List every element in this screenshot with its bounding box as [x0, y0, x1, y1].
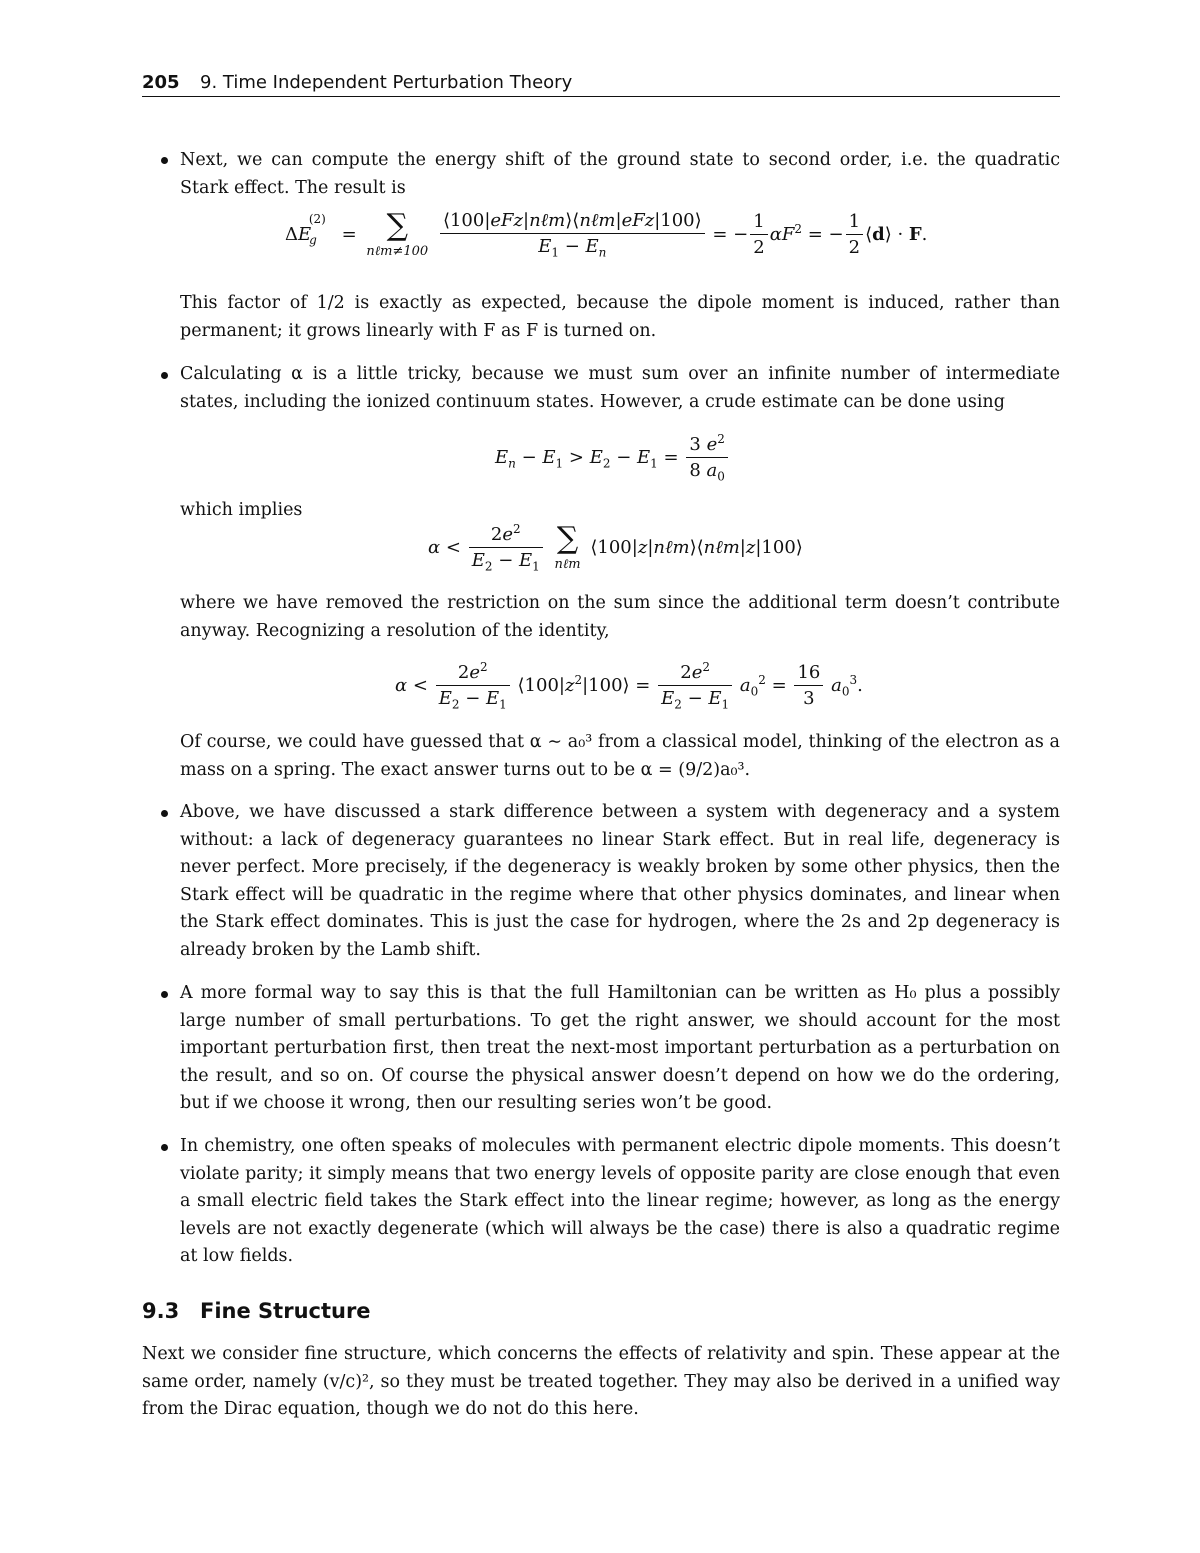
paragraph-factor-half: This factor of 1/2 is exactly as expected, because the dipole moment is induced, rather than permanent; it grows linearly with F as F is turned on.	[180, 293, 1060, 341]
section-number: 9.3	[142, 1299, 180, 1323]
chapter-title: 9. Time Independent Perturbation Theory	[200, 72, 573, 93]
section-title: Fine Structure	[200, 1299, 371, 1323]
paragraph-restriction-removed: where we have removed the restriction on the sum since the additional term doesn’t contribute anyway. Recognizing a resolution of the identity,	[180, 593, 1060, 641]
page-header	[142, 70, 1060, 97]
equation-alpha-identity: α < $\frac{2e^2}{E_2 - E_1}$ $⟨100|z^2|100⟩$ = $\frac{2e^2}{E_2 - E_1}$ $a_0^2$ = $\frac{16}{3}$ $a_0^3$.	[395, 660, 863, 712]
page-number: 205	[142, 72, 180, 93]
paragraph-formal-hamiltonian: A more formal way to say this is that the full Hamiltonian can be written as H₀ plus a possibly large number of small perturbations. To get the right answer, we should account for the most important perturbation first, then treat the next-most important perturbation as a perturbation on the result, and so on. Of course the physical answer doesn’t depend on how we do the ordering, but if we choose it wrong, then our resulting series won’t be good.	[180, 983, 1060, 1113]
paragraph-classical-model: Of course, we could have guessed that α ∼ a₀³ from a classical model, thinking of the electron as a mass on a spring. The exact answer turns out to be α = (9/2)a₀³.	[180, 732, 1060, 780]
paragraph-fine-structure: Next we consider fine structure, which concerns the effects of relativity and spin. These appear at the same order, namely (v/c)², so they must be treated together. They may also be derived in a unified way from the Dirac equation, though we do not do this here.	[142, 1344, 1060, 1419]
bullet-dot	[161, 372, 168, 379]
equation-alpha-bound: α < $\frac{2e^2}{E_2 - E_1}$ ∑ nℓm ⟨100|z|nℓm⟩⟨nℓm|z|100⟩	[428, 520, 803, 574]
paragraph-stark-degeneracy: Above, we have discussed a stark difference between a system with degeneracy and a system without: a lack of degeneracy guarantees no linear Stark effect. But in real life, degeneracy is never perfect. More precisely, if the degeneracy is weakly broken by some other physics, then the Stark effect will be quadratic in the regime where that other physics dominates, and linear when the Stark effect dominates. This is just the case for hydrogen, where the 2s and 2p degeneracy is already broken by the Lamb shift.	[180, 802, 1060, 960]
which-implies-text: which implies	[180, 500, 303, 520]
bullet-dot	[161, 157, 168, 164]
bullet-dot	[161, 810, 168, 817]
bullet-dot	[161, 991, 168, 998]
paragraph-second-order: Next, we can compute the energy shift of the ground state to second order, i.e. the quadratic Stark effect. The result is	[180, 150, 1060, 198]
section-heading	[142, 1299, 371, 1323]
equation-delta-e2: $\Delta E_g^{(2)}$ = ∑ nℓm≠100 $\frac{\text{⟨100|eFz|nℓm⟩⟨nℓm|eFz|100⟩}}{E_1 - E_n}$ = − $\frac{1}{2}$ $\alpha F^2$ = − $\frac{1}{2}$ ⟨d⟩ · F.	[285, 207, 928, 260]
bullet-dot	[161, 1144, 168, 1151]
paragraph-calculating-alpha: Calculating α is a little tricky, because we must sum over an infinite number of intermediate states, including the ionized continuum states. However, a crude estimate can be done using	[180, 364, 1060, 412]
paragraph-chemistry-dipole: In chemistry, one often speaks of molecules with permanent electric dipole moments. This doesn’t violate parity; it simply means that two energy levels of opposite parity are close enough that even a small electric field takes the Stark effect into the linear regime; however, as long as the energy levels are not exactly degenerate (which will always be the case) there is also a quadratic regime at low fields.	[180, 1136, 1060, 1266]
equation-energy-bound: $E_n - E_1 > E_2 - E_1$ = $\frac{3 e^2}{8 a_0}$	[495, 432, 730, 484]
